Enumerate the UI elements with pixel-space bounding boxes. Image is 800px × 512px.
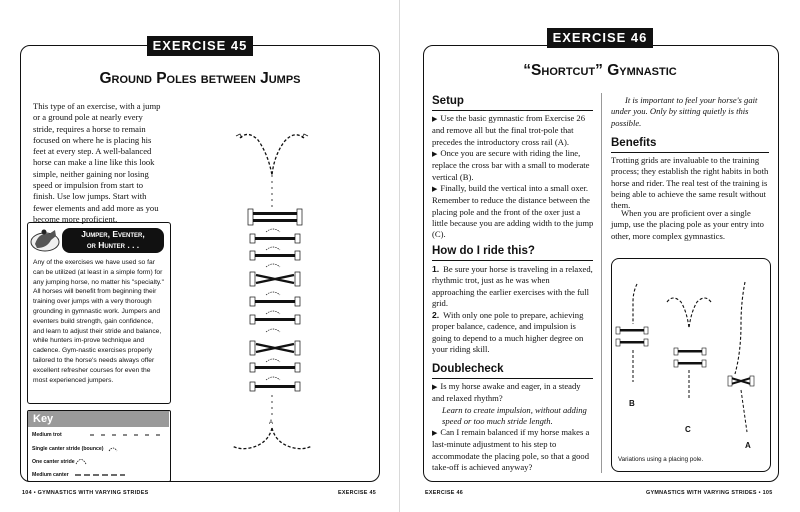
ride-item-2 (432, 310, 594, 355)
exercise-46-label: EXERCISE 46 (547, 28, 653, 48)
sidebar-heading (62, 228, 164, 253)
jump-sequence (248, 209, 302, 391)
approach-track-right (272, 135, 304, 175)
departure-track-right (272, 428, 312, 449)
ride-item-1 (432, 264, 594, 309)
key-one-canter-symbol (75, 456, 87, 466)
doublecheck-item-1-question: Is my horse awake and eager, in a steady and relaxed rhythm? (432, 381, 581, 404)
doublecheck-item-2-question: Can I remain balanced if my horse makes a last-minute adjustment to his step to accommodate the placing pole, so that a good take-off is achieved anyway? (432, 427, 590, 472)
figure-label-b: B (629, 399, 635, 408)
key-bounce-symbol (108, 445, 118, 453)
triangle-bullet-icon: ▶ (432, 185, 438, 193)
ride-heading: How do I ride this? (432, 245, 535, 257)
footer-right-page-exercise: EXERCISE 46 (425, 490, 464, 496)
page-title-exercise-45: Ground Poles between Jumps (99, 70, 301, 87)
benefits-heading-rule (611, 152, 769, 153)
setup-item-3-text: Finally, build the vertical into a small oxer. Remember to reduce the distance between the placing pole and the front of the oxer just a little because you are adding width to the jump (C). (432, 183, 594, 240)
page-title-exercise-46: “Shortcut” Gymnastic (523, 62, 677, 79)
horse-rider-icon (29, 226, 63, 254)
exercise-45-diagram (180, 100, 380, 470)
doublecheck-item-1-answer: Learn to create impulsion, without adding speed or too much stride length. (442, 404, 587, 426)
approach-track-left (240, 134, 272, 175)
benefits-paragraph-2: When you are proficient over a single jump, use the placing pole as your entry into other, more complex gymnastics. (611, 208, 764, 241)
key-row-bounce: Single canter stride (bounce) (32, 446, 104, 452)
sidebar-heading-line1: Jumper, Eventer, (81, 229, 145, 239)
departure-track-left (232, 428, 272, 449)
diagram-label-a: A (269, 420, 274, 426)
column-divider (601, 93, 602, 473)
track-c-approach-right (689, 298, 711, 328)
doublecheck-heading-rule (432, 378, 593, 379)
key-medium-trot-line (90, 433, 160, 437)
benefits-paragraph-1: Trotting grids are invaluable to the training process; they establish the right habits in both horse and rider. The real test of the training is being able to achieve the same result without them. (611, 155, 769, 211)
exercise-46-diagram (611, 262, 769, 462)
benefits-heading: Benefits (611, 137, 657, 149)
setup-item-3 (432, 183, 594, 240)
setup-item-1-text: Use the basic gymnastic from Exercise 26 and remove all but the final trot-pole that precedes the introductory cross rail (A). (432, 113, 586, 147)
triangle-bullet-icon: ▶ (432, 115, 438, 123)
ride-item-1-text: Be sure your horse is traveling in a relaxed, rhythmic trot, just as he was when approaching the earlier exercises with the full grid. (432, 264, 593, 308)
triangle-bullet-icon: ▶ (432, 429, 438, 437)
intro-paragraph: This type of an exercise, with a jump or a ground pole at nearly every stride, requires a horse to remain focused on where he is placing his feet at every step. A well-balanced horse can make a line like this look simple, neither gaining nor losing speed or impulsion from start to finish. Use low jumps. Start with fewer elements and add more as you become more proficient. (33, 101, 161, 224)
right-page (400, 0, 800, 512)
quote-paragraph: It is important to feel your horse's gait under you. Only by sitting quietly is this possible. (611, 95, 758, 128)
ride-item-1-number: 1. (432, 264, 440, 274)
ride-heading-rule (432, 260, 593, 261)
triangle-bullet-icon: ▶ (432, 383, 438, 391)
key-row-medium-trot: Medium trot (32, 432, 62, 438)
figure-caption: Variations using a placing pole. (618, 456, 704, 463)
figure-label-c: C (685, 425, 691, 434)
sidebar-text: Any of the exercises we have used so far can be utilized (at least in a simple form) for any jumping horse, no matter his "specialty." All horses will benefit from beginning their training over jumps with a very thorough grounding in gymnastic work. Jumpers and eventers build strength, gain confidence, and learn to adjust their stride and balance, while hunters im-prove technique and cadence. Gym-nastic exercises properly tailored to the horse's needs always offer excellent refresher courses for even the most experienced jumpers. (33, 259, 165, 384)
doublecheck-item-2 (432, 427, 594, 473)
setup-item-2-text: Once you are secure with riding the line, replace the cross bar with a small to moderate vertical (B). (432, 148, 590, 182)
key-medium-canter-line (75, 473, 125, 477)
setup-item-2 (432, 148, 594, 183)
track-b-approach (633, 284, 637, 324)
key-row-one-canter: One canter stride (32, 459, 75, 465)
key-row-medium-canter: Medium canter (32, 472, 69, 478)
ride-item-2-text: With only one pole to prepare, achieving proper balance, cadence, and impulsion is going to depend to a much higher degree on your riding skill. (432, 310, 584, 354)
doublecheck-item-1 (432, 381, 594, 427)
track-a-approach (735, 282, 745, 374)
track-c-approach-left (667, 298, 689, 328)
setup-heading: Setup (432, 95, 464, 107)
setup-item-1 (432, 113, 594, 148)
triangle-bullet-icon: ▶ (432, 150, 438, 158)
exercise-45-label: EXERCISE 45 (147, 36, 253, 56)
footer-right-page-running: GYMNASTICS WITH VARYING STRIDES • 105 (646, 490, 773, 496)
doublecheck-heading: Doublecheck (432, 363, 504, 375)
footer-left-page-running: 104 • GYMNASTICS WITH VARYING STRIDES (22, 490, 149, 496)
footer-left-page-exercise: EXERCISE 45 (338, 490, 377, 496)
sidebar-heading-line2: or Hunter . . . (86, 240, 140, 250)
key-heading: Key (28, 411, 169, 427)
setup-heading-rule (432, 110, 593, 111)
ride-item-2-number: 2. (432, 310, 440, 320)
figure-label-a: A (745, 441, 751, 450)
